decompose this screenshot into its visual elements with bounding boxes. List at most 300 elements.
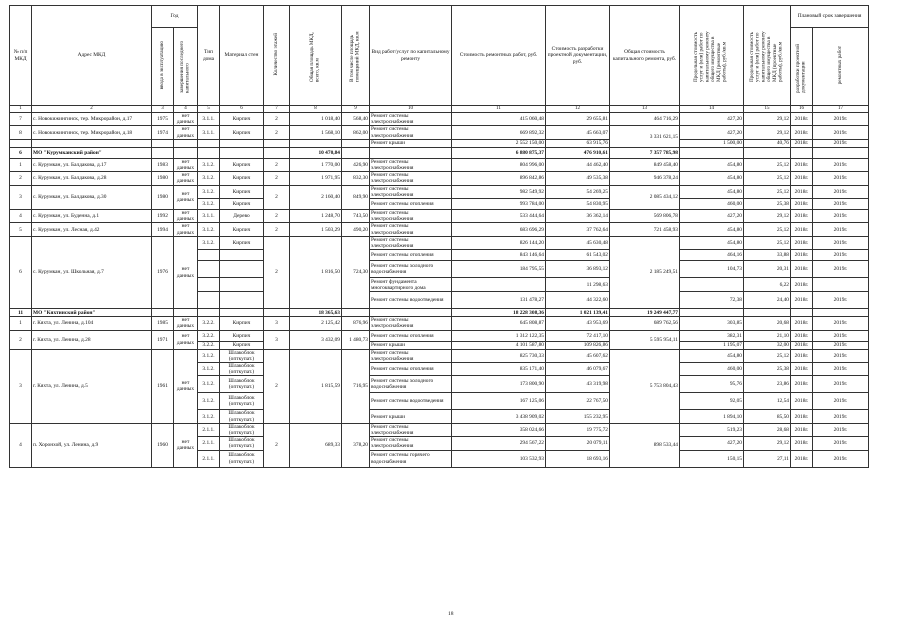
cell-limit-repair: 427,20: [680, 437, 744, 450]
cell-repair-cost: 843 146,64: [452, 250, 546, 261]
cell-house-type: 3.1.2.: [198, 349, 220, 362]
cell-plan-design: 2018г.: [791, 223, 813, 236]
cell-house-type: [198, 139, 220, 147]
cell-house-type: 3.1.2.: [198, 223, 220, 236]
cell-wall-material: Кирпич: [220, 185, 264, 198]
cell-design-cost: 37 762,64: [546, 223, 610, 236]
cell-house-type: 3.1.1.: [198, 126, 220, 139]
cell-last-repair-year: [174, 147, 198, 158]
cell-work-type: Ремонт крыши: [370, 341, 452, 349]
cell-design-cost: 63 915,76: [546, 139, 610, 147]
cell-house-type: [198, 278, 220, 292]
cell-total-cost: 7 357 785,98: [610, 147, 680, 158]
cell-house-type: 3.1.2.: [198, 185, 220, 198]
cell-wall-material: Кирпич: [220, 236, 264, 249]
cell-plan-design: 2018г.: [791, 393, 813, 410]
cell-total-cost: 2 085 434,12: [610, 185, 680, 209]
cell-address: с. Новокижингинск, тер. Микрорайон, д.17: [32, 113, 152, 126]
cell-floors: 2: [264, 172, 290, 185]
cell-commissioning-year: [152, 309, 174, 317]
cell-work-type: Ремонт системы холодного водоснабжения: [370, 261, 452, 278]
table-row: [10, 210, 869, 223]
cell-limit-design: 32,00: [744, 341, 791, 349]
header-address: Адрес МКД: [32, 6, 152, 106]
cell-repair-cost: 184 795,55: [452, 261, 546, 278]
column-number: 8: [290, 106, 342, 113]
cell-mkd-number: 3: [10, 185, 32, 209]
cell-design-cost: 36 893,12: [546, 261, 610, 278]
cell-premises-area: 378,20: [342, 423, 370, 467]
cell-wall-material: Кирпич: [220, 223, 264, 236]
cell-work-type: Ремонт системы горячего водоснабжения: [370, 450, 452, 467]
cell-plan-design: 2018г.: [791, 210, 813, 223]
cell-design-cost: 43 319,98: [546, 376, 610, 393]
cell-total-area: 2 125,42: [290, 317, 342, 330]
cell-total-cost: 464 716,29: [610, 113, 680, 126]
cell-design-cost: 45 630,48: [546, 236, 610, 249]
cell-plan-repair: 2019г.: [813, 393, 869, 410]
cell-total-area: 1 248,70: [290, 210, 342, 223]
cell-work-type: Ремонт системы отопления: [370, 330, 452, 341]
cell-limit-repair: 1 500,00: [680, 139, 744, 147]
column-number: 7: [264, 106, 290, 113]
cell-repair-cost: 6 880 875,37: [452, 147, 546, 158]
cell-total-area: 10 470,84: [290, 147, 342, 158]
column-number: 13: [610, 106, 680, 113]
cell-plan-repair: 2019г.: [813, 236, 869, 249]
cell-wall-material: [220, 309, 264, 317]
cell-floors: 3: [264, 330, 290, 349]
cell-limit-repair: 454,80: [680, 172, 744, 185]
cell-mkd-number: 8: [10, 126, 32, 139]
cell-limit-repair: 95,76: [680, 376, 744, 393]
cell-plan-design: 2018г.: [791, 278, 813, 292]
column-number: 16: [791, 106, 813, 113]
table-row: [10, 126, 869, 139]
cell-house-type: 3.1.2.: [198, 158, 220, 171]
cell-plan-repair: 2019г.: [813, 437, 869, 450]
cell-plan-design: 2018г.: [791, 172, 813, 185]
cell-limit-repair: 427,20: [680, 126, 744, 139]
cell-plan-repair: [813, 309, 869, 317]
cell-last-repair-year: нет данных: [174, 330, 198, 349]
cell-limit-design: 40,76: [744, 139, 791, 147]
cell-mkd-number: 5: [10, 223, 32, 236]
cell-mkd-number: 3: [10, 349, 32, 423]
cell-wall-material: Шлакоблок (опткупат.): [220, 450, 264, 467]
cell-last-repair-year: [174, 309, 198, 317]
cell-design-cost: 44 322,60: [546, 292, 610, 309]
cell-plan-repair: 2019г.: [813, 450, 869, 467]
cell-limit-design: 25,38: [744, 199, 791, 210]
cell-limit-design: 6,22: [744, 278, 791, 292]
cell-address: с. Курумкан, ул. Балдакова, д.28: [32, 172, 152, 185]
cell-work-type: [370, 147, 452, 158]
cell-limit-design: 33,88: [744, 250, 791, 261]
cell-work-type: Ремонт системы электроснабжения: [370, 317, 452, 330]
cell-total-area: 689,33: [290, 423, 342, 467]
cell-premises-area: 568,40: [342, 113, 370, 126]
cell-wall-material: Шлакоблок (опткупат.): [220, 410, 264, 423]
cell-commissioning-year: [152, 147, 174, 158]
cell-limit-design: 29,12: [744, 437, 791, 450]
cell-design-cost: 54 269,25: [546, 185, 610, 198]
cell-mkd-number: 11: [10, 309, 32, 317]
cell-limit-design: 20,31: [744, 261, 791, 278]
cell-plan-repair: 2019г.: [813, 139, 869, 147]
cell-limit-design: 21,10: [744, 330, 791, 341]
cell-repair-cost: 173 800,90: [452, 376, 546, 393]
cell-total-area: [290, 139, 342, 147]
cell-limit-repair: 72,38: [680, 292, 744, 309]
cell-work-type: Ремонт системы электроснабжения: [370, 113, 452, 126]
cell-repair-cost: 896 842,86: [452, 172, 546, 185]
cell-last-repair-year: нет данных: [174, 349, 198, 423]
cell-last-repair-year: [174, 139, 198, 147]
cell-design-cost: 36 362,14: [546, 210, 610, 223]
cell-mkd-number: 1: [10, 317, 32, 330]
cell-limit-design: 12,54: [744, 393, 791, 410]
cell-limit-design: 25,38: [744, 363, 791, 376]
header-work-type: Вид работ/услуг по капитальному ремонту: [370, 6, 452, 106]
cell-work-type: Ремонт системы электроснабжения: [370, 210, 452, 223]
cell-plan-design: 2018г.: [791, 292, 813, 309]
cell-repair-cost: 358 024,66: [452, 423, 546, 436]
cell-limit-repair: 519,23: [680, 423, 744, 436]
column-number: 2: [32, 106, 152, 113]
cell-commissioning-year: 1961: [152, 349, 174, 423]
table-row: [10, 330, 869, 341]
cell-total-area: 2 160,40: [290, 185, 342, 209]
cell-repair-cost: 683 696,29: [452, 223, 546, 236]
header-mkd-number: № п/п МКД: [10, 6, 32, 106]
cell-design-cost: 109 826,86: [546, 341, 610, 349]
column-number: 12: [546, 106, 610, 113]
cell-last-repair-year: нет данных: [174, 210, 198, 223]
cell-limit-repair: 454,80: [680, 185, 744, 198]
cell-limit-design: 25,12: [744, 236, 791, 249]
cell-address: МО "Курумканский район": [32, 147, 152, 158]
cell-wall-material: Кирпич: [220, 330, 264, 341]
cell-plan-design: 2018г.: [791, 261, 813, 278]
cell-premises-area: 716,95: [342, 349, 370, 423]
cell-floors: 2: [264, 223, 290, 236]
cell-floors: [264, 147, 290, 158]
cell-premises-area: 490,20: [342, 223, 370, 236]
cell-plan-repair: 2019г.: [813, 261, 869, 278]
cell-limit-repair: 427,20: [680, 210, 744, 223]
cell-limit-design: 29,12: [744, 126, 791, 139]
column-number: 11: [452, 106, 546, 113]
cell-work-type: Ремонт системы электроснабжения: [370, 223, 452, 236]
cell-limit-repair: 460,00: [680, 199, 744, 210]
cell-work-type: Ремонт системы холодного водоснабжения: [370, 376, 452, 393]
cell-work-type: Ремонт системы водоотведения: [370, 393, 452, 410]
cell-commissioning-year: 1985: [152, 317, 174, 330]
cell-plan-design: 2018г.: [791, 376, 813, 393]
cell-last-repair-year: нет данных: [174, 317, 198, 330]
cell-floors: 2: [264, 126, 290, 139]
cell-repair-cost: 982 549,92: [452, 185, 546, 198]
cell-plan-design: 2018г.: [791, 450, 813, 467]
cell-total-area: 18 365,63: [290, 309, 342, 317]
table-body: [10, 113, 869, 468]
cell-plan-design: 2018г.: [791, 199, 813, 210]
cell-work-type: Ремонт системы отопления: [370, 363, 452, 376]
cell-floors: [264, 139, 290, 147]
cell-work-type: Ремонт системы отопления: [370, 199, 452, 210]
table-row: [10, 236, 869, 249]
cell-repair-cost: 835 171,40: [452, 363, 546, 376]
cell-wall-material: Шлакоблок (опткупат.): [220, 423, 264, 436]
cell-premises-area: 849,90: [342, 185, 370, 209]
cell-wall-material: Шлакоблок (опткупат.): [220, 437, 264, 450]
cell-design-cost: 18 693,16: [546, 450, 610, 467]
cell-plan-design: 2018г.: [791, 341, 813, 349]
cell-house-type: 3.1.2.: [198, 236, 220, 249]
cell-design-cost: 29 655,81: [546, 113, 610, 126]
cell-floors: 2: [264, 423, 290, 467]
cell-address: г. Кяхта, ул. Ленина, д.5: [32, 349, 152, 423]
cell-plan-design: 2018г.: [791, 410, 813, 423]
cell-total-area: 1 971,95: [290, 172, 342, 185]
cell-total-cost: 898 533,44: [610, 423, 680, 467]
cell-plan-repair: 2019г.: [813, 341, 869, 349]
header-premises-area: В том числе площадь помещений МКД, кв.м: [342, 6, 370, 106]
cell-plan-repair: 2019г.: [813, 126, 869, 139]
cell-house-type: [198, 147, 220, 158]
cell-plan-repair: 2019г.: [813, 223, 869, 236]
table-row: [10, 423, 869, 436]
cell-last-repair-year: нет данных: [174, 223, 198, 236]
cell-mkd-number: [10, 139, 32, 147]
cell-plan-design: 2018г.: [791, 113, 813, 126]
cell-plan-repair: 2019г.: [813, 199, 869, 210]
cell-total-cost: 721 458,93: [610, 223, 680, 236]
column-number: 4: [174, 106, 198, 113]
cell-house-type: [198, 261, 220, 278]
cell-house-type: [198, 309, 220, 317]
cell-limit-repair: 454,80: [680, 158, 744, 171]
cell-floors: 2: [264, 210, 290, 223]
cell-floors: [264, 309, 290, 317]
table-row: [10, 158, 869, 171]
header-commissioning-year: ввода в эксплуатацию: [152, 28, 174, 106]
header-last-repair-year: завершения последнего капитального: [174, 28, 198, 106]
table-row: [10, 185, 869, 198]
cell-design-cost: 61 543,02: [546, 250, 610, 261]
cell-limit-design: 25,12: [744, 349, 791, 362]
cell-wall-material: Шлакоблок (опткупат.): [220, 363, 264, 376]
cell-mkd-number: 6: [10, 236, 32, 308]
cell-house-type: [198, 292, 220, 309]
cell-last-repair-year: нет данных: [174, 172, 198, 185]
cell-plan-repair: [813, 278, 869, 292]
cell-repair-cost: 167 125,06: [452, 393, 546, 410]
cell-work-type: Ремонт фундамента многоквартирного дома: [370, 278, 452, 292]
cell-last-repair-year: нет данных: [174, 423, 198, 467]
cell-design-cost: 19 775,72: [546, 423, 610, 436]
cell-premises-area: 743,50: [342, 210, 370, 223]
cell-floors: 3: [264, 317, 290, 330]
cell-total-cost: 946 378,24: [610, 172, 680, 185]
cell-plan-repair: 2019г.: [813, 330, 869, 341]
cell-premises-area: 1 480,73: [342, 330, 370, 349]
cell-house-type: 2.1.1.: [198, 423, 220, 436]
cell-plan-design: 2018г.: [791, 185, 813, 198]
cell-limit-repair: 303,85: [680, 317, 744, 330]
cell-total-area: 1 503,29: [290, 223, 342, 236]
cell-design-cost: 1 021 139,41: [546, 309, 610, 317]
cell-house-type: 3.1.2.: [198, 393, 220, 410]
cell-wall-material: Кирпич: [220, 113, 264, 126]
cell-address: [32, 139, 152, 147]
cell-commissioning-year: 1994: [152, 223, 174, 236]
cell-limit-design: 29,12: [744, 113, 791, 126]
cell-last-repair-year: нет данных: [174, 113, 198, 126]
cell-work-type: Ремонт системы электроснабжения: [370, 349, 452, 362]
cell-total-area: 3 432,09: [290, 330, 342, 349]
cell-last-repair-year: нет данных: [174, 158, 198, 171]
cell-total-cost: 5 595 954,11: [610, 330, 680, 349]
header-floors: Количество этажей: [264, 6, 290, 106]
cell-limit-repair: 104,73: [680, 261, 744, 278]
cell-total-area: 1 018,40: [290, 113, 342, 126]
cell-plan-repair: 2019г.: [813, 172, 869, 185]
cell-limit-repair: 1 894,10: [680, 410, 744, 423]
cell-address: г. Кяхта, ул. Ленина, д.28: [32, 330, 152, 349]
cell-floors: 2: [264, 185, 290, 209]
cell-plan-design: 2018г.: [791, 423, 813, 436]
cell-limit-repair: 150,15: [680, 450, 744, 467]
cell-house-type: 3.2.2.: [198, 317, 220, 330]
column-number: 5: [198, 106, 220, 113]
cell-limit-repair: [680, 147, 744, 158]
cell-house-type: 3.1.2.: [198, 376, 220, 393]
cell-address: с. Курумкан, ул. Балдакова, д.30: [32, 185, 152, 209]
header-limit-repair: Предельная стоимость услуг и (или) работ по капитальному ремонту общего имущества в МКД (ремонтные работы), руб./кв.м: [680, 6, 744, 106]
cell-wall-material: [220, 147, 264, 158]
cell-design-cost: 155 232,95: [546, 410, 610, 423]
cell-repair-cost: 131 478,27: [452, 292, 546, 309]
cell-design-cost: 72 417,10: [546, 330, 610, 341]
cell-plan-design: 2018г.: [791, 250, 813, 261]
cell-house-type: 3.1.2.: [198, 363, 220, 376]
cell-house-type: 3.1.1.: [198, 113, 220, 126]
cell-address: с. Курумкан, ул. Школьная, д.7: [32, 236, 152, 308]
column-number: 14: [680, 106, 744, 113]
cell-floors: 2: [264, 349, 290, 423]
cell-plan-repair: 2019г.: [813, 410, 869, 423]
cell-wall-material: Кирпич: [220, 341, 264, 349]
column-number: 15: [744, 106, 791, 113]
cell-total-area: 1 770,00: [290, 158, 342, 171]
cell-address: МО "Кяхтинский район": [32, 309, 152, 317]
cell-work-type: Ремонт крыши: [370, 410, 452, 423]
section-row: [10, 147, 869, 158]
cell-premises-area: [342, 147, 370, 158]
cell-wall-material: Кирпич: [220, 172, 264, 185]
cell-limit-design: 20,68: [744, 317, 791, 330]
header-plan-design: разработки проектной документации: [791, 28, 813, 106]
cell-premises-area: [342, 309, 370, 317]
cell-address: г. Кяхта, ул. Ленина, д.104: [32, 317, 152, 330]
cell-limit-repair: 92,05: [680, 393, 744, 410]
cell-work-type: Ремонт системы электроснабжения: [370, 423, 452, 436]
cell-work-type: Ремонт системы водоотведения: [370, 292, 452, 309]
cell-premises-area: 832,30: [342, 172, 370, 185]
cell-mkd-number: 2: [10, 330, 32, 349]
cell-total-cost: 689 762,56: [610, 317, 680, 330]
table-row: [10, 139, 869, 147]
cell-repair-cost: 825 730,33: [452, 349, 546, 362]
cell-design-cost: 44 462,40: [546, 158, 610, 171]
header-plan-repair: ремонтных работ: [813, 28, 869, 106]
cell-wall-material: Кирпич: [220, 158, 264, 171]
cell-repair-cost: 645 808,87: [452, 317, 546, 330]
cell-plan-design: 2018г.: [791, 139, 813, 147]
cell-commissioning-year: 1980: [152, 185, 174, 209]
cell-design-cost: 43 953,69: [546, 317, 610, 330]
cell-house-type: 3.1.2.: [198, 172, 220, 185]
cell-plan-design: 2018г.: [791, 236, 813, 249]
cell-total-area: 1 815,59: [290, 349, 342, 423]
cell-plan-design: 2018г.: [791, 363, 813, 376]
column-number: 6: [220, 106, 264, 113]
table-row: [10, 317, 869, 330]
cell-limit-repair: 454,80: [680, 223, 744, 236]
table-row: [10, 113, 869, 126]
cell-house-type: 2.1.1.: [198, 450, 220, 467]
cell-commissioning-year: 1974: [152, 126, 174, 139]
cell-work-type: Ремонт системы электроснабжения: [370, 126, 452, 139]
cell-commissioning-year: 1971: [152, 330, 174, 349]
header-plan-group: Плановый срок завершения: [791, 6, 869, 28]
cell-wall-material: Шлакоблок (опткупат.): [220, 349, 264, 362]
cell-wall-material: [220, 278, 264, 292]
cell-limit-repair: 454,80: [680, 236, 744, 249]
document-page: [9, 5, 868, 468]
cell-limit-repair: [680, 278, 744, 292]
cell-design-cost: 11 298,63: [546, 278, 610, 292]
cell-design-cost: 49 535,38: [546, 172, 610, 185]
cell-address: с. Курумкан, ул. Буденна, д.1: [32, 210, 152, 223]
cell-plan-repair: 2019г.: [813, 423, 869, 436]
cell-design-cost: 46 079,67: [546, 363, 610, 376]
cell-premises-area: [342, 139, 370, 147]
cell-design-cost: 476 910,61: [546, 147, 610, 158]
cell-repair-cost: [452, 278, 546, 292]
cell-design-cost: 45 663,07: [546, 126, 610, 139]
section-row: [10, 309, 869, 317]
cell-repair-cost: 3 438 909,02: [452, 410, 546, 423]
cell-design-cost: 20 079,11: [546, 437, 610, 450]
page-number: 18: [448, 611, 454, 617]
cell-work-type: Ремонт системы электроснабжения: [370, 172, 452, 185]
cell-limit-design: 25,12: [744, 158, 791, 171]
cell-limit-design: 29,12: [744, 210, 791, 223]
cell-total-cost: 3 331 621,15: [610, 126, 680, 147]
cell-house-type: 2.1.1.: [198, 437, 220, 450]
cell-plan-design: 2018г.: [791, 126, 813, 139]
cell-wall-material: Кирпич: [220, 199, 264, 210]
cell-total-cost: 19 249 447,77: [610, 309, 680, 317]
column-number-row: [10, 106, 869, 113]
cell-mkd-number: 2: [10, 172, 32, 185]
cell-limit-design: [744, 309, 791, 317]
cell-plan-repair: 2019г.: [813, 210, 869, 223]
cell-wall-material: Кирпич: [220, 317, 264, 330]
